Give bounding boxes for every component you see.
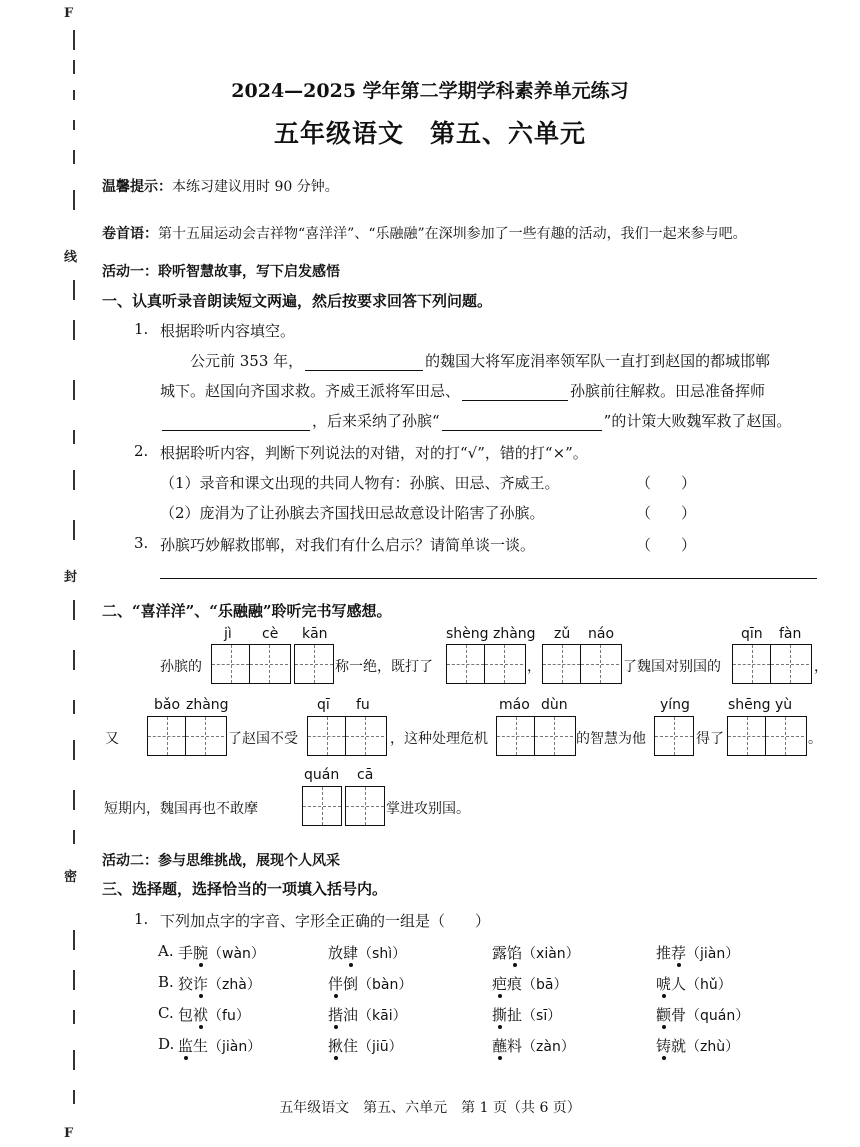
dotted-char: 诈 <box>193 975 209 993</box>
pinyin-zu: zǔ <box>554 626 571 642</box>
dotted-char: 监 <box>178 1037 194 1055</box>
exam-title: 2024—2025 学年第二学期学科素养单元练习 <box>231 80 629 102</box>
option-word: 唬人（hǔ） <box>656 975 732 993</box>
option-word: 颧骨（quán） <box>656 1006 750 1024</box>
s1-q2-label: 2. <box>134 442 149 460</box>
char-box-ca[interactable] <box>345 786 385 826</box>
activity1-heading: 活动一：聆听智慧故事，写下启发感悟 <box>102 264 340 280</box>
preface-label: 卷首语： <box>102 226 158 242</box>
s1-passage-line2 <box>160 380 765 401</box>
pinyin-quan: quán <box>304 767 340 783</box>
s2-text-6: 又 <box>105 731 119 747</box>
dotted-char: 袱 <box>193 1006 209 1024</box>
option-word: 监生（jiàn） <box>178 1037 262 1055</box>
section2-heading: 二、“喜洋洋”、“乐融融”聆听完书写感想。 <box>102 602 392 620</box>
s1-passage-line3 <box>160 410 791 431</box>
s1-q2-text: 根据聆听内容，判断下列说法的对错，对的打“√”，错的打“×”。 <box>160 444 588 462</box>
p1-text-a: 公元前 353 年， <box>190 352 304 370</box>
dotted-char: 荐 <box>671 944 687 962</box>
answer-paren-1[interactable]: （ ） <box>636 474 697 492</box>
answer-paren-2[interactable]: （ ） <box>636 504 697 522</box>
dotted-char: 蘸 <box>492 1037 508 1055</box>
s3-q1-text: 下列加点字的字音、字形全正确的一组是（ ） <box>160 912 491 930</box>
dotted-char: 伴 <box>328 975 344 993</box>
option-letter[interactable]: A. <box>158 942 174 960</box>
p2-text-b: 孙膑前往解救。田忌准备挥师 <box>570 382 766 400</box>
s1-q1-label: 1. <box>134 320 149 338</box>
pinyin-ying: yíng <box>660 697 690 713</box>
option-letter[interactable]: C. <box>158 1004 174 1022</box>
dotted-char: 疤 <box>492 975 508 993</box>
pinyin-nao: náo <box>588 626 615 642</box>
option-word: 疤痕（bā） <box>492 975 568 993</box>
dotted-char: 揪 <box>328 1037 344 1055</box>
option-letter[interactable]: B. <box>158 973 174 991</box>
answer-paren-3[interactable]: （ ） <box>636 536 697 554</box>
pinyin-qi: qī <box>317 697 330 713</box>
activity2-heading: 活动二：参与思维挑战，展现个人风采 <box>102 853 340 869</box>
tip-line <box>102 176 339 196</box>
option-word: 铸就（zhù） <box>656 1037 740 1055</box>
s1-q3-label: 3. <box>134 534 149 552</box>
char-box-ying[interactable] <box>654 716 694 756</box>
char-box-baozhang[interactable] <box>147 716 227 756</box>
binding-mark-feng: 封 <box>64 570 78 585</box>
preface-text: 第十五届运动会吉祥物“喜洋洋”、“乐融融”在深圳参加了一些有趣的活动，我们一起来参与吧。 <box>158 226 747 242</box>
pinyin-shengzhang: shèng zhàng <box>446 626 536 642</box>
answer-line[interactable] <box>160 578 817 579</box>
dotted-char: 馅 <box>507 944 523 962</box>
binding-mark-bottom: F <box>64 1126 74 1141</box>
section1-heading: 一、认真听录音朗读短文两遍，然后按要求回答下列问题。 <box>102 292 493 310</box>
page-footer: 五年级语文 第五、六单元 第 1 页（共 6 页） <box>279 1100 581 1116</box>
char-box-jice[interactable] <box>211 644 291 684</box>
preface-line <box>102 223 747 243</box>
pinyin-kan: kān <box>302 626 328 642</box>
option-word: 撕扯（sī） <box>492 1006 562 1024</box>
dotted-char: 揩 <box>328 1006 344 1024</box>
s1-passage-line1 <box>190 350 770 371</box>
option-word: 揪住（jiū） <box>328 1037 403 1055</box>
s1-q2-item-2: （2）庞涓为了让孙膑去齐国找田忌故意设计陷害了孙膑。 <box>160 504 545 522</box>
option-word: 推荐（jiàn） <box>656 944 740 962</box>
s1-q1-text: 根据聆听内容填空。 <box>160 322 296 340</box>
option-letter[interactable]: D. <box>158 1035 175 1053</box>
dotted-char: 颧 <box>656 1006 672 1024</box>
p3-text-a: ，后来采纳了孙膑“ <box>312 412 440 430</box>
s2-text-5: ， <box>814 659 828 675</box>
binding-mark-top: F <box>64 6 74 21</box>
dotted-char: 铸 <box>656 1037 672 1055</box>
exam-subtitle: 五年级语文 第五、六单元 <box>273 119 586 148</box>
option-word: 揩油（kāi） <box>328 1006 407 1024</box>
s3-q1-label: 1. <box>134 910 149 928</box>
char-box-maodun[interactable] <box>496 716 576 756</box>
binding-mark-mi: 密 <box>64 870 78 885</box>
pinyin-shengyu: shēng yù <box>728 697 793 713</box>
dotted-char: 肆 <box>343 944 359 962</box>
option-word: 放肆（shì） <box>328 944 407 962</box>
p2-text-a: 城下。赵国向齐国求救。齐威王派将军田忌、 <box>160 382 461 400</box>
pinyin-mao: máo <box>499 697 530 713</box>
pinyin-bao: bǎo <box>154 697 181 713</box>
p3-text-b: ”的计策大败魏军救了赵国。 <box>603 412 792 430</box>
pinyin-ji: jì <box>224 626 232 642</box>
char-box-shengzhang[interactable] <box>446 644 526 684</box>
s2-text-10: 得了 <box>696 731 724 747</box>
binding-mark-xian: 线 <box>64 250 78 265</box>
dotted-char: 唬 <box>656 975 672 993</box>
option-word: 包袱（fu） <box>178 1006 250 1024</box>
s2-text-4: 了魏国对别国的 <box>623 659 721 675</box>
s2-text-11: 。 <box>808 731 822 747</box>
s1-q3-text: 孙膑巧妙解救邯郸，对我们有什么启示？请简单谈一谈。 <box>160 536 536 554</box>
option-word: 伴倒（bàn） <box>328 975 413 993</box>
pinyin-zhang: zhàng <box>186 697 229 713</box>
char-box-qinfan[interactable] <box>732 644 812 684</box>
blank-4[interactable] <box>442 414 602 431</box>
char-box-zunao[interactable] <box>542 644 622 684</box>
char-box-qifu[interactable] <box>307 716 387 756</box>
char-box-kan[interactable] <box>294 644 334 684</box>
pinyin-ce: cè <box>262 626 279 642</box>
s2-text-1: 孙膑的 <box>160 659 202 675</box>
option-word: 蘸料（zàn） <box>492 1037 575 1055</box>
pinyin-fan: fàn <box>779 626 802 642</box>
pinyin-dun: dùn <box>541 697 568 713</box>
char-box-shengyu[interactable] <box>727 716 807 756</box>
s1-q2-item-1: （1）录音和课文出现的共同人物有：孙膑、田忌、齐威王。 <box>160 474 560 492</box>
section3-heading: 三、选择题，选择恰当的一项填入括号内。 <box>102 880 388 898</box>
option-word: 露馅（xiàn） <box>492 944 580 962</box>
s2-text-7: 了赵国不受 <box>228 731 298 747</box>
s2-text-13: 掌进攻别国。 <box>386 801 470 817</box>
tip-label: 温馨提示： <box>102 179 172 195</box>
s2-text-3: ， <box>527 659 541 675</box>
p1-text-b: 的魏国大将军庞涓率领军队一直打到赵国的都城邯郸 <box>425 352 771 370</box>
option-word: 手腕（wàn） <box>178 944 265 962</box>
tip-text: 本练习建议用时 90 分钟。 <box>172 179 339 195</box>
s2-text-9: 的智慧为他 <box>576 731 646 747</box>
s2-text-8: ，这种处理危机 <box>390 731 488 747</box>
pinyin-qin: qīn <box>741 626 763 642</box>
blank-3[interactable] <box>162 414 310 431</box>
s2-text-12: 短期内，魏国再也不敢摩 <box>104 801 258 817</box>
blank-1[interactable] <box>305 354 423 371</box>
pinyin-ca: cā <box>357 767 374 783</box>
dotted-char: 腕 <box>193 944 209 962</box>
blank-2[interactable] <box>462 384 568 401</box>
s2-text-2: 称一绝，既打了 <box>335 659 433 675</box>
dotted-char: 撕 <box>492 1006 508 1024</box>
char-box-quan[interactable] <box>302 786 342 826</box>
pinyin-fu: fu <box>356 697 370 713</box>
option-word: 狡诈（zhà） <box>178 975 261 993</box>
